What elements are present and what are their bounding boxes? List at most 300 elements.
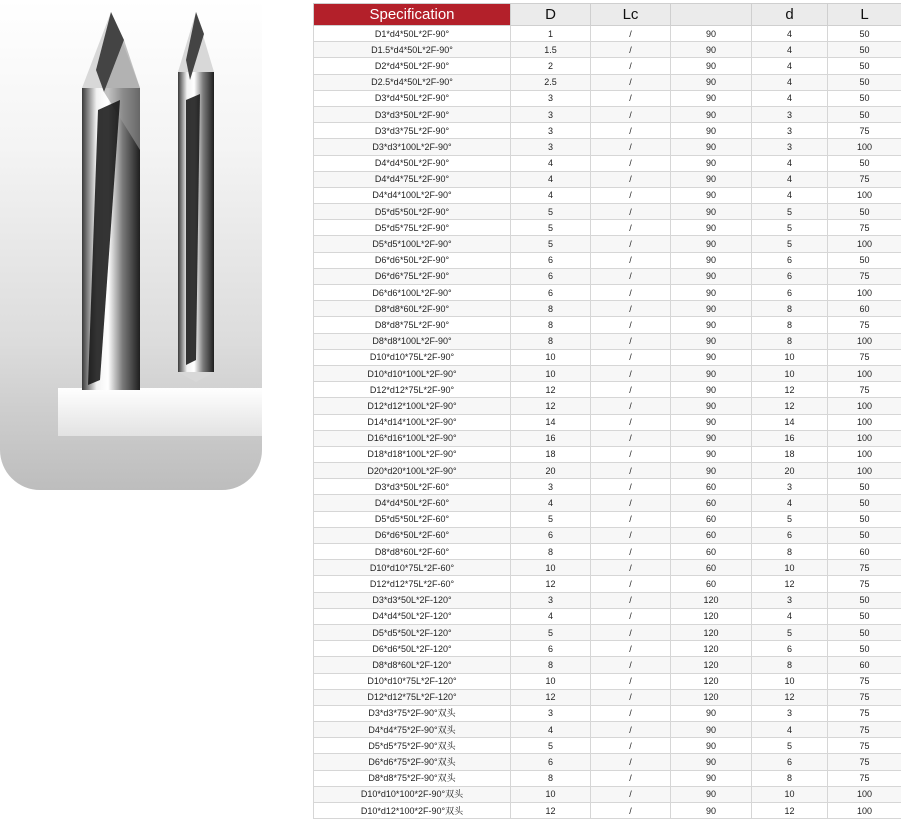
table-row [314,285,901,301]
header-lc: Lc [591,4,671,26]
cell-length: 75 [828,705,901,721]
cell-angle: 90 [671,349,752,365]
table-row [314,495,901,511]
cell-shank-d: 3 [752,592,828,608]
cell-angle: 90 [671,106,752,122]
cell-d: 3 [511,139,591,155]
cell-angle: 90 [671,252,752,268]
cell-specification: D6*d6*50L*2F-120° [314,641,511,657]
table-row [314,187,901,203]
cell-d: 5 [511,204,591,220]
table-row [314,301,901,317]
cell-lc: / [591,106,671,122]
table-row [314,139,901,155]
cell-d: 16 [511,430,591,446]
cell-specification: D16*d16*100L*2F-90° [314,430,511,446]
cell-specification: D3*d3*75L*2F-90° [314,123,511,139]
pedestal [58,388,262,436]
cell-length: 100 [828,236,901,252]
cell-lc: / [591,544,671,560]
cell-angle: 120 [671,673,752,689]
cell-angle: 90 [671,204,752,220]
drill-illustration [0,0,262,490]
cell-shank-d: 4 [752,722,828,738]
cell-length: 100 [828,446,901,462]
cell-shank-d: 3 [752,479,828,495]
cell-angle: 120 [671,624,752,640]
cell-lc: / [591,187,671,203]
cell-d: 5 [511,624,591,640]
cell-specification: D4*d4*50L*2F-120° [314,608,511,624]
cell-length: 50 [828,608,901,624]
cell-length: 100 [828,430,901,446]
cell-lc: / [591,365,671,381]
cell-angle: 90 [671,171,752,187]
cell-shank-d: 4 [752,187,828,203]
cell-length: 75 [828,349,901,365]
cell-d: 6 [511,285,591,301]
cell-shank-d: 8 [752,544,828,560]
cell-length: 100 [828,803,901,819]
cell-angle: 60 [671,479,752,495]
cell-shank-d: 3 [752,106,828,122]
double-end-drill [178,12,214,382]
cell-d: 12 [511,803,591,819]
cell-length: 100 [828,398,901,414]
cell-angle: 60 [671,527,752,543]
cell-length: 60 [828,657,901,673]
cell-angle: 60 [671,495,752,511]
cell-angle: 90 [671,42,752,58]
cell-lc: / [591,446,671,462]
table-row [314,786,901,802]
cell-specification: D12*d12*75L*2F-60° [314,576,511,592]
cell-length: 50 [828,252,901,268]
cell-lc: / [591,803,671,819]
cell-lc: / [591,673,671,689]
cell-length: 75 [828,689,901,705]
cell-d: 12 [511,398,591,414]
cell-specification: D6*d6*50L*2F-90° [314,252,511,268]
cell-angle: 90 [671,301,752,317]
cell-shank-d: 16 [752,430,828,446]
cell-shank-d: 12 [752,382,828,398]
cell-d: 6 [511,641,591,657]
cell-lc: / [591,576,671,592]
cell-length: 75 [828,576,901,592]
cell-lc: / [591,252,671,268]
cell-length: 50 [828,106,901,122]
cell-angle: 90 [671,365,752,381]
cell-lc: / [591,754,671,770]
cell-angle: 90 [671,754,752,770]
cell-shank-d: 8 [752,301,828,317]
table-row [314,430,901,446]
table-row [314,155,901,171]
cell-lc: / [591,155,671,171]
cell-shank-d: 5 [752,511,828,527]
cell-d: 8 [511,657,591,673]
cell-shank-d: 6 [752,527,828,543]
cell-length: 50 [828,26,901,42]
cell-specification: D10*d12*100*2F-90°双头 [314,803,511,819]
cell-lc: / [591,171,671,187]
cell-shank-d: 4 [752,155,828,171]
cell-shank-d: 12 [752,576,828,592]
cell-lc: / [591,624,671,640]
cell-d: 3 [511,106,591,122]
cell-shank-d: 5 [752,738,828,754]
cell-lc: / [591,26,671,42]
cell-d: 8 [511,770,591,786]
cell-lc: / [591,317,671,333]
cell-d: 5 [511,511,591,527]
table-row [314,446,901,462]
cell-d: 10 [511,349,591,365]
cell-d: 1.5 [511,42,591,58]
cell-lc: / [591,414,671,430]
cell-lc: / [591,495,671,511]
cell-shank-d: 6 [752,754,828,770]
cell-d: 8 [511,333,591,349]
cell-specification: D10*d10*75L*2F-120° [314,673,511,689]
cell-lc: / [591,479,671,495]
cell-lc: / [591,268,671,284]
table-row [314,268,901,284]
cell-angle: 120 [671,657,752,673]
cell-angle: 90 [671,187,752,203]
cell-angle: 90 [671,770,752,786]
cell-length: 60 [828,301,901,317]
table-row [314,74,901,90]
cell-angle: 120 [671,592,752,608]
cell-lc: / [591,527,671,543]
table-row [314,754,901,770]
cell-length: 100 [828,365,901,381]
cell-shank-d: 3 [752,705,828,721]
table-row [314,349,901,365]
cell-length: 50 [828,527,901,543]
table-row [314,657,901,673]
cell-length: 50 [828,511,901,527]
cell-lc: / [591,689,671,705]
cell-shank-d: 10 [752,365,828,381]
cell-lc: / [591,285,671,301]
cell-lc: / [591,58,671,74]
cell-shank-d: 4 [752,90,828,106]
table-row [314,26,901,42]
cell-shank-d: 8 [752,317,828,333]
cell-specification: D5*d5*50L*2F-90° [314,204,511,220]
cell-specification: D6*d6*50L*2F-60° [314,527,511,543]
cell-angle: 90 [671,463,752,479]
cell-specification: D1*d4*50L*2F-90° [314,26,511,42]
cell-length: 75 [828,123,901,139]
table-row [314,90,901,106]
cell-d: 18 [511,446,591,462]
cell-length: 50 [828,58,901,74]
cell-shank-d: 4 [752,608,828,624]
cell-d: 4 [511,187,591,203]
cell-angle: 90 [671,446,752,462]
cell-specification: D2.5*d4*50L*2F-90° [314,74,511,90]
cell-length: 50 [828,204,901,220]
cell-length: 100 [828,786,901,802]
cell-length: 100 [828,333,901,349]
cell-specification: D10*d10*75L*2F-90° [314,349,511,365]
cell-length: 100 [828,463,901,479]
cell-d: 4 [511,608,591,624]
cell-specification: D20*d20*100L*2F-90° [314,463,511,479]
cell-length: 100 [828,414,901,430]
table-row [314,592,901,608]
cell-lc: / [591,641,671,657]
cell-specification: D5*d5*50L*2F-120° [314,624,511,640]
cell-specification: D18*d18*100L*2F-90° [314,446,511,462]
table-row [314,689,901,705]
cell-d: 10 [511,673,591,689]
cell-lc: / [591,738,671,754]
cell-lc: / [591,382,671,398]
cell-shank-d: 14 [752,414,828,430]
table-row [314,511,901,527]
cell-length: 75 [828,722,901,738]
cell-specification: D5*d5*100L*2F-90° [314,236,511,252]
cell-d: 10 [511,365,591,381]
cell-lc: / [591,786,671,802]
cell-d: 5 [511,738,591,754]
cell-specification: D3*d3*100L*2F-90° [314,139,511,155]
cell-specification: D3*d3*50L*2F-60° [314,479,511,495]
cell-angle: 90 [671,285,752,301]
cell-angle: 90 [671,382,752,398]
cell-angle: 90 [671,786,752,802]
cell-specification: D5*d5*75L*2F-90° [314,220,511,236]
cell-length: 50 [828,479,901,495]
cell-length: 75 [828,220,901,236]
cell-shank-d: 5 [752,624,828,640]
table-row [314,738,901,754]
cell-shank-d: 3 [752,139,828,155]
table-body [314,26,901,819]
cell-d: 8 [511,544,591,560]
cell-specification: D3*d3*75*2F-90°双头 [314,705,511,721]
cell-angle: 90 [671,705,752,721]
cell-shank-d: 12 [752,689,828,705]
cell-angle: 90 [671,123,752,139]
cell-d: 6 [511,268,591,284]
cell-shank-d: 4 [752,58,828,74]
cell-length: 75 [828,754,901,770]
cell-shank-d: 20 [752,463,828,479]
table-row [314,236,901,252]
header-shank-d: d [752,4,828,26]
table-row [314,722,901,738]
cell-angle: 90 [671,398,752,414]
table-row [314,770,901,786]
cell-d: 4 [511,171,591,187]
table-row [314,527,901,543]
cell-specification: D1.5*d4*50L*2F-90° [314,42,511,58]
cell-shank-d: 10 [752,349,828,365]
cell-angle: 90 [671,74,752,90]
cell-angle: 90 [671,58,752,74]
cell-length: 100 [828,139,901,155]
specification-table [313,3,901,819]
cell-lc: / [591,301,671,317]
cell-angle: 90 [671,26,752,42]
cell-specification: D4*d4*75*2F-90°双头 [314,722,511,738]
cell-specification: D6*d6*100L*2F-90° [314,285,511,301]
table-row [314,544,901,560]
cell-angle: 120 [671,641,752,657]
cell-specification: D4*d4*50L*2F-90° [314,155,511,171]
cell-specification: D8*d8*100L*2F-90° [314,333,511,349]
cell-lc: / [591,430,671,446]
cell-specification: D10*d10*100*2F-90°双头 [314,786,511,802]
cell-length: 100 [828,285,901,301]
cell-shank-d: 8 [752,333,828,349]
cell-angle: 60 [671,544,752,560]
cell-shank-d: 4 [752,74,828,90]
cell-shank-d: 12 [752,803,828,819]
cell-lc: / [591,770,671,786]
cell-d: 5 [511,236,591,252]
cell-angle: 90 [671,155,752,171]
header-length: L [828,4,901,26]
cell-d: 5 [511,220,591,236]
cell-specification: D2*d4*50L*2F-90° [314,58,511,74]
table-row [314,560,901,576]
cell-lc: / [591,463,671,479]
cell-length: 50 [828,155,901,171]
cell-specification: D4*d4*50L*2F-60° [314,495,511,511]
table-row [314,414,901,430]
cell-lc: / [591,705,671,721]
header-specification: Specification [314,4,511,26]
cell-lc: / [591,398,671,414]
product-photo [0,0,262,490]
table-row [314,479,901,495]
cell-lc: / [591,608,671,624]
cell-angle: 90 [671,268,752,284]
table-header-row [314,4,901,26]
cell-shank-d: 12 [752,398,828,414]
cell-shank-d: 5 [752,204,828,220]
single-end-drill [82,12,140,390]
cell-shank-d: 3 [752,123,828,139]
cell-specification: D10*d10*75L*2F-60° [314,560,511,576]
cell-lc: / [591,722,671,738]
cell-angle: 60 [671,576,752,592]
table-row [314,365,901,381]
cell-specification: D12*d12*75L*2F-120° [314,689,511,705]
cell-length: 75 [828,673,901,689]
cell-length: 50 [828,592,901,608]
cell-specification: D8*d8*60L*2F-90° [314,301,511,317]
cell-lc: / [591,657,671,673]
cell-d: 4 [511,155,591,171]
cell-d: 3 [511,705,591,721]
table-row [314,106,901,122]
cell-angle: 90 [671,139,752,155]
cell-shank-d: 10 [752,673,828,689]
cell-d: 10 [511,560,591,576]
cell-lc: / [591,592,671,608]
table-row [314,220,901,236]
cell-specification: D5*d5*50L*2F-60° [314,511,511,527]
cell-lc: / [591,123,671,139]
cell-length: 75 [828,317,901,333]
header-angle [671,4,752,26]
cell-angle: 60 [671,511,752,527]
cell-shank-d: 18 [752,446,828,462]
cell-lc: / [591,74,671,90]
cell-lc: / [591,220,671,236]
table-row [314,463,901,479]
table-row [314,641,901,657]
table-row [314,398,901,414]
cell-angle: 90 [671,220,752,236]
cell-specification: D8*d8*75*2F-90°双头 [314,770,511,786]
table-row [314,333,901,349]
cell-angle: 60 [671,560,752,576]
cell-d: 3 [511,592,591,608]
cell-lc: / [591,139,671,155]
cell-length: 50 [828,495,901,511]
cell-lc: / [591,349,671,365]
cell-shank-d: 6 [752,268,828,284]
cell-d: 14 [511,414,591,430]
cell-specification: D3*d3*50L*2F-120° [314,592,511,608]
cell-shank-d: 8 [752,770,828,786]
cell-angle: 120 [671,689,752,705]
table-row [314,317,901,333]
cell-d: 8 [511,317,591,333]
cell-shank-d: 8 [752,657,828,673]
header-d-diameter: D [511,4,591,26]
cell-length: 50 [828,624,901,640]
cell-d: 10 [511,786,591,802]
cell-specification: D10*d10*100L*2F-90° [314,365,511,381]
cell-d: 6 [511,754,591,770]
table-row [314,705,901,721]
cell-d: 3 [511,479,591,495]
cell-specification: D5*d5*75*2F-90°双头 [314,738,511,754]
cell-d: 12 [511,689,591,705]
cell-shank-d: 6 [752,252,828,268]
cell-lc: / [591,333,671,349]
cell-lc: / [591,204,671,220]
cell-d: 2 [511,58,591,74]
cell-d: 6 [511,252,591,268]
cell-angle: 90 [671,90,752,106]
cell-d: 4 [511,722,591,738]
cell-length: 50 [828,74,901,90]
cell-d: 1 [511,26,591,42]
table-row [314,608,901,624]
cell-length: 75 [828,268,901,284]
table-row [314,624,901,640]
cell-angle: 90 [671,722,752,738]
cell-angle: 120 [671,608,752,624]
cell-d: 2.5 [511,74,591,90]
cell-specification: D3*d3*50L*2F-90° [314,106,511,122]
cell-shank-d: 6 [752,641,828,657]
cell-specification: D4*d4*100L*2F-90° [314,187,511,203]
cell-angle: 90 [671,803,752,819]
cell-specification: D8*d8*60L*2F-120° [314,657,511,673]
